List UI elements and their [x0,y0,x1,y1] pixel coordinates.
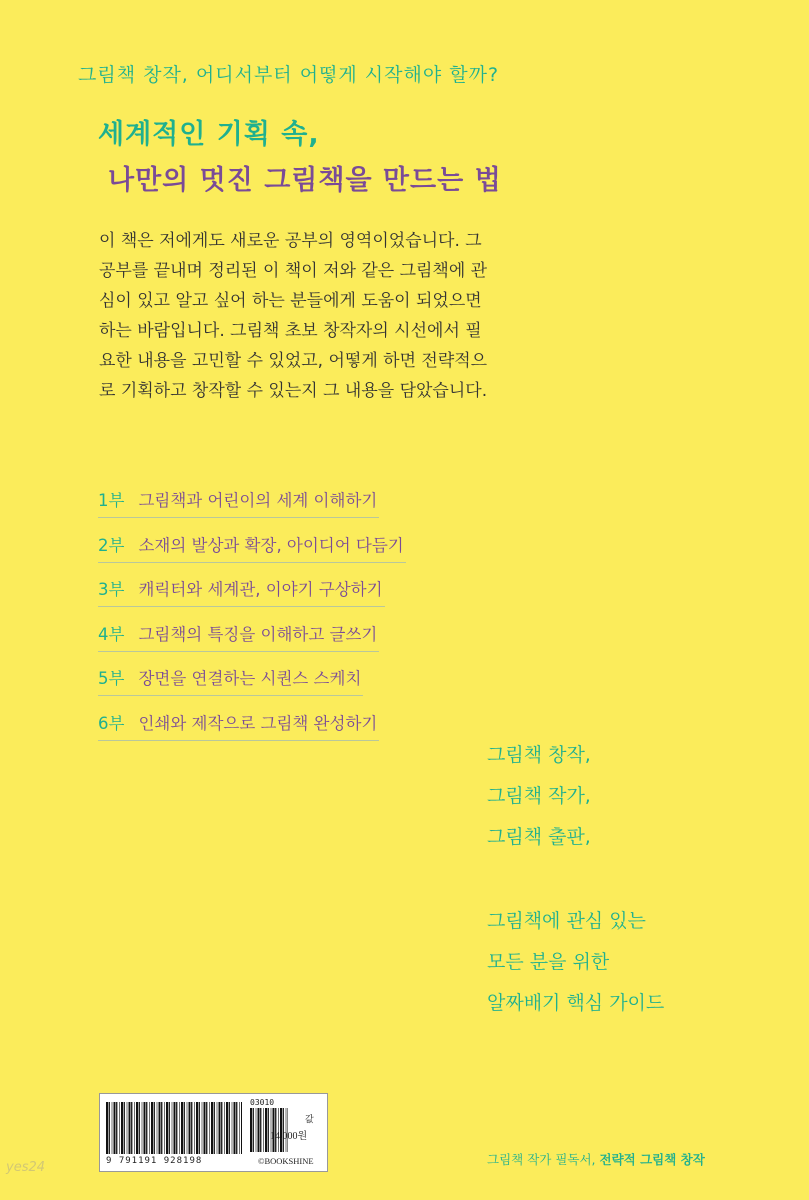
toc-part-title: 그림책과 어린이의 세계 이해하기 [138,491,378,510]
barcode-bar [131,1102,132,1154]
barcode-bar [139,1102,140,1154]
barcode-bar [159,1102,161,1154]
barcode-bar [224,1102,225,1154]
barcode-bar [209,1102,210,1154]
barcode-bar [217,1102,218,1154]
barcode-bar [116,1102,117,1154]
barcode-bar [157,1102,158,1154]
addon-code: 03010 [250,1098,275,1107]
barcode-bar [176,1102,177,1154]
price-label: 값 [305,1115,314,1125]
barcode-bar [206,1102,207,1154]
toc-item-part-6 [98,710,379,741]
barcode-bar [142,1102,143,1154]
publisher-copyright: ©BOOKSHINE [258,1156,314,1166]
toc-part-title: 캐릭터와 세계관, 이야기 구상하기 [138,580,383,599]
barcode-bar [121,1102,123,1154]
barcode-bar [191,1102,192,1154]
barcode-bar [236,1102,237,1154]
barcode-bar [114,1102,116,1154]
toc-item-part-2 [98,532,406,563]
store-watermark: yes24 [6,1160,46,1175]
footer-prefix: 그림책 작가 필독서, [487,1152,600,1167]
description-line: 요한 내용을 고민할 수 있었고, 어떻게 하면 전략적으 [99,351,488,371]
barcode-bar [260,1108,261,1152]
headline-line-2: 나만의 멋진 그림책을 만드는 법 [108,165,502,196]
toc-part-number: 3부 [98,580,125,599]
slogan-line: 그림책 창작, [487,744,591,766]
barcode-bar [166,1102,168,1154]
barcode-bar [202,1102,203,1154]
side-slogan [487,735,664,1024]
description-line: 로 기획하고 창작할 수 있는지 그 내용을 담았습니다. [99,381,488,401]
footer-book-title: 전략적 그림책 창작 [599,1152,705,1167]
barcode-bar [127,1102,128,1154]
barcode-bar [151,1102,153,1154]
barcode-bar [250,1108,252,1152]
barcode-bar [136,1102,138,1154]
toc-part-number: 2부 [98,535,125,555]
slogan-line: 알짜배기 핵심 가이드 [487,992,665,1014]
barcode-bar [124,1102,125,1154]
barcode-bar [164,1102,165,1154]
price-value: 14,000원 [270,1131,308,1142]
barcode-bar [253,1108,254,1152]
isbn-barcode [106,1102,242,1154]
barcode-bar [109,1102,110,1154]
barcode-bar [119,1102,120,1154]
barcode-bar [263,1108,264,1152]
table-of-contents [98,487,406,754]
barcode-bar [189,1102,191,1154]
headline-line-1: 세계적인 기획 속, [98,119,320,150]
barcode-bar [172,1102,173,1154]
slogan-line: 그림책 출판, [487,826,591,848]
slogan-line: 그림책 작가, [487,785,591,807]
toc-part-number: 6부 [98,713,125,733]
barcode-bar [221,1102,222,1154]
barcode-bar [234,1102,236,1154]
barcode-bar [226,1102,228,1154]
barcode-bar [184,1102,185,1154]
description-line: 심이 있고 알고 싶어 하는 분들에게 도움이 되었으면 [99,291,482,311]
toc-item-part-3 [98,576,385,607]
barcode-bar [146,1102,147,1154]
barcode-bar [204,1102,206,1154]
toc-item-part-1 [98,487,379,518]
tagline: 그림책 창작, 어디서부터 어떻게 시작해야 할까? [78,64,500,86]
barcode-bar [265,1108,267,1152]
barcode-bar [106,1102,108,1154]
footer-series-title [487,1150,705,1168]
barcode-bar [149,1102,150,1154]
toc-part-title: 소재의 발상과 확장, 아이디어 다듬기 [138,535,404,555]
slogan-line: 모든 분을 위한 [487,951,610,973]
barcode-bar [134,1102,135,1154]
barcode-bar [232,1102,233,1154]
barcode-bar [214,1102,215,1154]
barcode-bar [256,1108,257,1152]
toc-part-number: 1부 [98,491,125,510]
isbn-barcode-label [99,1093,328,1172]
barcode-bar [187,1102,188,1154]
toc-part-number: 5부 [98,669,125,688]
toc-part-title: 그림책의 특징을 이해하고 글쓰기 [138,624,378,644]
barcode-bar [219,1102,221,1154]
barcode-bar [174,1102,176,1154]
description-line: 하는 바람입니다. 그림책 초보 창작자의 시선에서 필 [99,321,482,341]
toc-part-number: 4부 [98,624,125,644]
barcode-bar [268,1108,269,1152]
description-paragraph [99,226,509,406]
toc-part-title: 장면을 연결하는 시퀀스 스케치 [138,669,362,688]
barcode-bar [154,1102,155,1154]
toc-part-title: 인쇄와 제작으로 그림책 완성하기 [138,713,378,733]
barcode-bar [194,1102,195,1154]
barcode-bar [199,1102,200,1154]
isbn-number: 9 791191 928198 [106,1156,203,1166]
barcode-bar [181,1102,183,1154]
toc-item-part-5 [98,665,363,696]
barcode-bar [229,1102,230,1154]
description-line: 이 책은 저에게도 새로운 공부의 영역이었습니다. 그 [99,231,482,251]
barcode-bar [161,1102,162,1154]
barcode-bar [239,1102,240,1154]
barcode-bar [169,1102,170,1154]
toc-item-part-4 [98,621,379,652]
barcode-bar [144,1102,146,1154]
barcode-bar [241,1102,242,1154]
description-line: 공부를 끝내며 정리된 이 책이 저와 같은 그림책에 관 [99,261,488,281]
slogan-line: 그림책에 관심 있는 [487,910,646,932]
barcode-bar [258,1108,260,1152]
barcode-bar [179,1102,180,1154]
barcode-bar [112,1102,113,1154]
barcode-bar [196,1102,198,1154]
barcode-bar [129,1102,131,1154]
barcode-bar [211,1102,213,1154]
